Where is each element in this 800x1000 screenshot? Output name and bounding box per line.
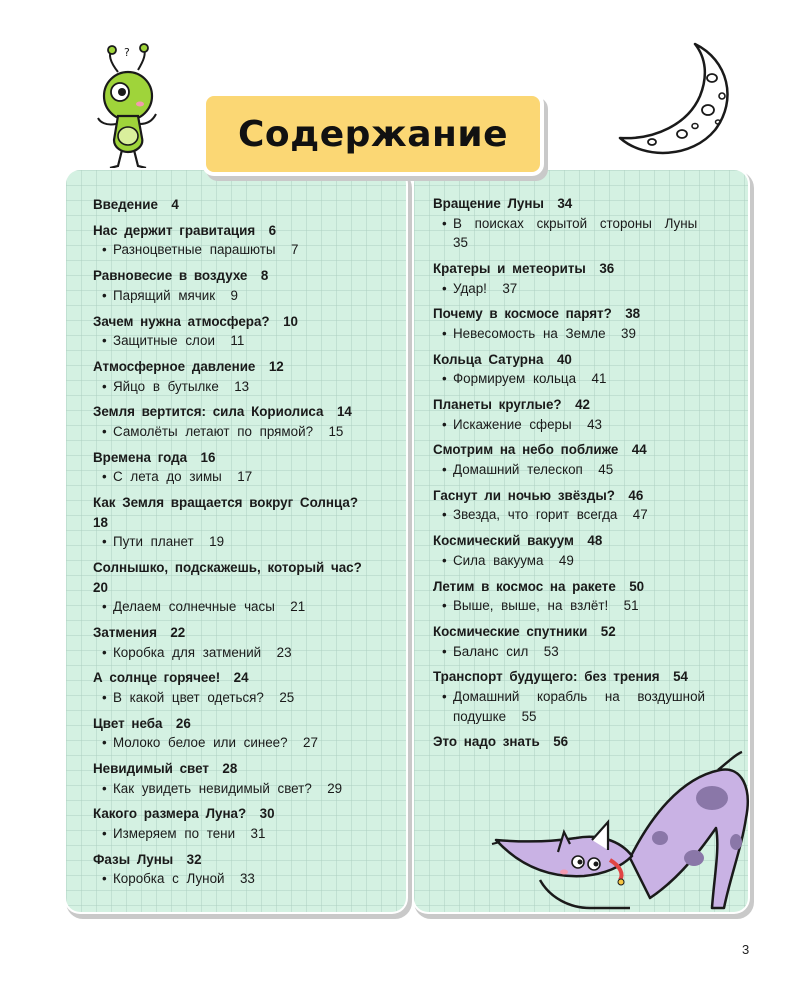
toc-section-page: 28	[222, 761, 238, 777]
toc-subsection-page: 9	[230, 287, 238, 303]
toc-subsection-page: 33	[239, 871, 255, 887]
toc-section-title-text: Введение	[93, 197, 158, 212]
svg-text:?: ?	[124, 46, 130, 59]
toc-section	[93, 850, 375, 889]
toc-section-page: 24	[233, 670, 249, 686]
toc-section-title	[433, 395, 705, 415]
toc-section-page: 18	[93, 514, 108, 530]
toc-section	[93, 402, 375, 441]
toc-subsection	[93, 377, 375, 397]
toc-section	[433, 395, 705, 434]
toc-subsection-page: 23	[276, 644, 292, 660]
toc-section-title-text: Солнышко, подскажешь, который час?	[93, 560, 362, 575]
toc-section-title	[93, 402, 375, 422]
toc-subsection-text: Баланс сил	[453, 643, 529, 659]
toc-section-title	[433, 304, 705, 324]
toc-section-title-text: Это надо знать	[433, 734, 540, 750]
toc-section-title	[93, 493, 375, 532]
toc-column-left	[93, 195, 375, 895]
toc-section-title-text: Какого размера Луна?	[93, 806, 247, 822]
dog-illustration	[480, 748, 760, 928]
toc-subsection-text: Домашний телескоп	[453, 462, 583, 478]
toc-section-title-text: Равновесие в воздухе	[93, 268, 248, 284]
toc-section-page: 26	[175, 715, 191, 731]
toc-section-page: 8	[260, 268, 269, 284]
toc-section-page: 34	[557, 196, 573, 211]
toc-subsection-text: Как увидеть невидимый свет?	[113, 780, 312, 796]
toc-section-page: 38	[625, 306, 641, 322]
alien-illustration	[88, 44, 168, 174]
toc-section	[93, 493, 375, 552]
toc-subsection-text: Коробка с Луной	[113, 871, 225, 887]
toc-subsection	[93, 240, 375, 260]
toc-section-title	[93, 312, 375, 332]
toc-section-title-text: Планеты круглые?	[433, 397, 562, 413]
toc-section-title	[93, 195, 375, 215]
toc-section	[93, 668, 375, 707]
moon-illustration	[600, 38, 750, 158]
toc-subsection-text: Яйцо в бутылке	[113, 378, 219, 394]
toc-subsection-text: С лета до зимы	[113, 469, 222, 485]
toc-section	[93, 714, 375, 753]
toc-subsection-text: Измеряем по тени	[113, 826, 236, 842]
toc-section-title-text: Смотрим на небо поближе	[433, 442, 619, 458]
toc-subsection	[433, 551, 705, 571]
toc-subsection-page: 15	[328, 423, 344, 439]
toc-subsection-text: Защитные слои	[113, 333, 215, 349]
toc-subsection	[433, 687, 705, 726]
toc-section-page: 10	[283, 313, 298, 329]
toc-subsection	[433, 369, 705, 389]
toc-subsection-page: 27	[303, 735, 318, 751]
toc-subsection-page: 17	[237, 469, 253, 485]
toc-section-title	[93, 357, 375, 377]
toc-section	[93, 312, 375, 351]
toc-section-title-text: Невидимый свет	[93, 761, 209, 777]
toc-section-title-text: Цвет неба	[93, 715, 163, 731]
toc-section-page: 36	[599, 260, 615, 276]
toc-section	[433, 259, 705, 298]
toc-subsection-page: 45	[598, 462, 614, 478]
toc-subsection-page: 35	[453, 235, 468, 251]
toc-subsection	[433, 324, 705, 344]
toc-section	[433, 531, 705, 570]
toc-subsection	[93, 688, 375, 708]
toc-section-title-text: Вращение Луны	[433, 196, 544, 211]
toc-subsection-page: 43	[587, 416, 602, 432]
toc-section	[433, 622, 705, 661]
toc-section	[93, 448, 375, 487]
toc-subsection-text: В поисках скрытой стороны Луны	[453, 215, 698, 231]
toc-subsection-page: 31	[250, 826, 266, 842]
toc-section	[93, 804, 375, 843]
toc-section-title	[93, 804, 375, 824]
toc-section-page: 54	[673, 669, 688, 685]
toc-subsection-text: Удар!	[453, 280, 487, 296]
toc-section-page: 48	[587, 533, 603, 549]
toc-subsection-text: Коробка для затмений	[113, 644, 262, 660]
toc-subsection-text: Искажение сферы	[453, 416, 572, 432]
toc-section-page: 22	[170, 624, 186, 640]
toc-section-title	[433, 486, 705, 506]
toc-subsection-page: 53	[543, 643, 559, 659]
toc-subsection-page: 41	[591, 371, 607, 387]
toc-section-title	[433, 194, 705, 214]
toc-subsection-text: Формируем кольца	[453, 371, 577, 387]
toc-subsection-text: Сила вакуума	[453, 552, 544, 568]
toc-subsection-text: Парящий мячик	[113, 287, 216, 303]
toc-section	[433, 350, 705, 389]
toc-subsection-page: 25	[279, 689, 295, 705]
toc-section-page: 44	[631, 442, 647, 458]
toc-section-title-text: А солнце горячее!	[93, 670, 221, 686]
toc-section-title-text: Нас держит гравитация	[93, 222, 256, 238]
toc-section-title	[93, 448, 375, 468]
toc-section-page: 4	[171, 197, 179, 212]
toc-subsection-page: 19	[209, 534, 225, 550]
toc-section-page: 52	[600, 623, 616, 639]
toc-section-title	[433, 667, 705, 687]
toc-section-title-text: Земля вертится: сила Кориолиса	[93, 404, 324, 420]
toc-subsection	[433, 214, 705, 253]
toc-section-title-text: Почему в космосе парят?	[433, 306, 612, 322]
toc-section-page: 20	[93, 579, 108, 595]
toc-section	[93, 221, 375, 260]
toc-section-page: 46	[628, 487, 644, 503]
toc-subsection-page: 13	[234, 378, 250, 394]
toc-subsection	[93, 331, 375, 351]
toc-subsection	[433, 596, 705, 616]
toc-subsection	[433, 642, 705, 662]
toc-subsection-page: 11	[230, 333, 245, 349]
toc-section-page: 12	[268, 358, 284, 374]
toc-section	[93, 759, 375, 798]
toc-section	[93, 357, 375, 396]
toc-subsection-page: 7	[291, 242, 299, 258]
toc-section-page: 50	[629, 578, 645, 594]
toc-subsection	[93, 597, 375, 617]
toc-subsection	[433, 279, 705, 299]
toc-subsection	[93, 733, 375, 753]
toc-section	[433, 304, 705, 343]
toc-section-page: 16	[200, 449, 216, 465]
toc-subsection-text: Звезда, что горит всегда	[453, 507, 618, 523]
toc-subsection-text: Выше, выше, на взлёт!	[453, 598, 609, 614]
toc-subsection-text: В какой цвет одеться?	[113, 689, 264, 705]
toc-subsection-page: 49	[558, 552, 574, 568]
toc-section-title-text: Кольца Сатурна	[433, 351, 544, 367]
toc-section-title-text: Фазы Луны	[93, 851, 174, 867]
toc-section-title-text: Космические спутники	[433, 623, 588, 639]
toc-section	[433, 577, 705, 616]
toc-section-title	[93, 221, 375, 241]
toc-section	[93, 266, 375, 305]
toc-subsection-text: Разноцветные парашюты	[113, 242, 276, 258]
toc-subsection-text: Домашний корабль на воздушной подушке	[453, 688, 705, 724]
toc-subsection-page: 37	[502, 280, 518, 296]
toc-section	[93, 558, 375, 617]
toc-section-title-text: Как Земля вращается вокруг Солнца?	[93, 495, 359, 511]
toc-section	[433, 486, 705, 525]
toc-section-page: 56	[553, 734, 569, 750]
page-number: 3	[742, 942, 750, 957]
toc-subsection-page: 55	[521, 708, 537, 724]
toc-section-title	[433, 440, 705, 460]
toc-section-title-text: Гаснут ли ночью звёзды?	[433, 487, 615, 503]
toc-section-page: 32	[186, 851, 202, 867]
toc-subsection	[93, 824, 375, 844]
toc-subsection-page: 39	[621, 325, 636, 341]
toc-section-title-text: Транспорт будущего: без трения	[433, 669, 660, 685]
toc-section-title	[433, 577, 705, 597]
toc-section-title-text: Атмосферное давление	[93, 358, 256, 374]
toc-section-title-text: Летим в космос на ракете	[433, 578, 616, 594]
toc-section-title-text: Кратеры и метеориты	[433, 260, 586, 276]
toc-subsection	[93, 286, 375, 306]
toc-section-title	[433, 350, 705, 370]
toc-subsection	[93, 869, 375, 889]
toc-subsection-page: 51	[623, 598, 639, 614]
toc-subsection	[433, 415, 705, 435]
toc-section-title	[433, 259, 705, 279]
toc-section	[433, 194, 705, 253]
toc-subsection-text: Пути планет	[113, 534, 194, 550]
toc-column-right	[433, 194, 705, 758]
toc-section-title	[93, 558, 375, 597]
toc-section-page: 14	[336, 404, 352, 420]
toc-section-page: 40	[556, 351, 572, 367]
toc-subsection-text: Молоко белое или синее?	[113, 735, 288, 751]
toc-section-title	[433, 531, 705, 551]
toc-section-title	[93, 714, 375, 734]
toc-section	[93, 195, 375, 215]
toc-section-title	[93, 759, 375, 779]
toc-section-page: 30	[259, 806, 275, 822]
toc-subsection	[93, 467, 375, 487]
toc-subsection	[433, 505, 705, 525]
toc-section-title-text: Времена года	[93, 449, 188, 465]
page-title: Содержание	[206, 96, 540, 172]
toc-section-title	[93, 850, 375, 870]
toc-subsection	[93, 532, 375, 552]
toc-section-title-text: Космический вакуум	[433, 533, 574, 549]
toc-section-page: 42	[575, 397, 590, 413]
toc-section-title	[93, 668, 375, 688]
toc-section-page: 6	[268, 222, 277, 238]
toc-subsection	[93, 643, 375, 663]
toc-section-title-text: Зачем нужна атмосфера?	[93, 313, 270, 329]
toc-section-title	[433, 622, 705, 642]
toc-subsection	[93, 779, 375, 799]
toc-subsection-page: 47	[632, 507, 648, 523]
toc-section	[93, 623, 375, 662]
toc-section-title	[93, 266, 375, 286]
toc-section	[433, 667, 705, 726]
toc-subsection-text: Невесомость на Земле	[453, 325, 606, 341]
toc-section-title	[93, 623, 375, 643]
toc-subsection	[93, 422, 375, 442]
toc-subsection-text: Самолёты летают по прямой?	[113, 423, 314, 439]
toc-section-title-text: Затмения	[93, 624, 157, 640]
toc-subsection	[433, 460, 705, 480]
toc-subsection-text: Делаем солнечные часы	[113, 599, 275, 615]
toc-subsection-page: 21	[290, 599, 306, 615]
toc-subsection-page: 29	[327, 780, 343, 796]
toc-section	[433, 440, 705, 479]
